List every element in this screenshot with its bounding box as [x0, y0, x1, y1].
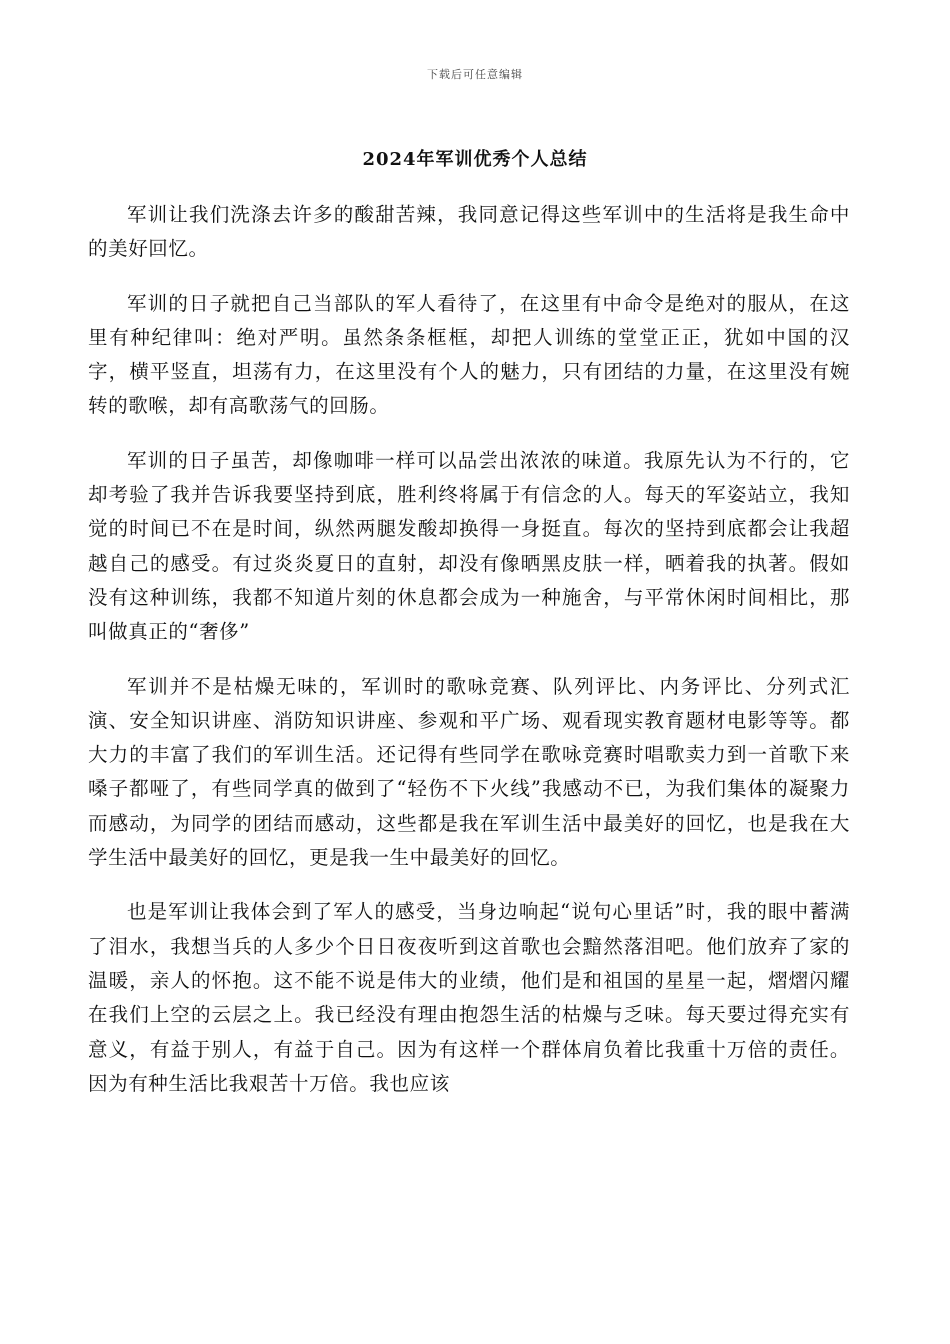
paragraph-5: 也是军训让我体会到了军人的感受，当身边响起“说句心里话”时，我的眼中蓄满了泪水，我想当兵的人多少个日日夜夜听到这首歌也会黯然落泪吧。他们放弃了家的温暖，亲人的怀抱。这不能不说是伟大的业绩，他们是和祖国的星星一起，熠熠闪耀在我们上空的云层之上。我已经没有理由抱怨生活的枯燥与乏味。每天要过得充实有意义，有益于别人，有益于自己。因为有这样一个群体肩负着比我重十万倍的责任。因为有种生活比我艰苦十万倍。我也应该 [88, 900, 850, 1095]
header-note: 下载后可任意编辑 [427, 68, 523, 81]
paragraph-2: 军训的日子就把自己当部队的军人看待了，在这里有中命令是绝对的服从，在这里有种纪律叫：绝对严明。虽然条条框框，却把人训练的堂堂正正，犹如中国的汉字，横平竖直，坦荡有力，在这里没有个人的魅力，只有团结的力量，在这里没有婉转的歌喉，却有高歌荡气的回肠。 [88, 291, 850, 418]
document-title: 2024年军训优秀个人总结 [362, 149, 588, 170]
paragraph-3: 军训的日子虽苦，却像咖啡一样可以品尝出浓浓的味道。我原先认为不行的，它却考验了我并告诉我要坚持到底，胜利终将属于有信念的人。每天的军姿站立，我知觉的时间已不在是时间，纵然两腿发酸却换得一身挺直。每次的坚持到底都会让我超越自己的感受。有过炎炎夏日的直射，却没有像晒黑皮肤一样，晒着我的执著。假如没有这种训练，我都不知道片刻的休息都会成为一种施舍，与平常休闲时间相比，那叫做真正的“奢侈” [88, 448, 850, 644]
paragraph-4: 军训并不是枯燥无味的，军训时的歌咏竞赛、队列评比、内务评比、分列式汇演、安全知识讲座、消防知识讲座、参观和平广场、观看现实教育题材电影等等。都大力的丰富了我们的军训生活。还记得有些同学在歌咏竞赛时唱歌卖力到一首歌下来嗓子都哑了，有些同学真的做到了“轻伤不下火线”我感动不已，为我们集体的凝聚力而感动，为同学的团结而感动，这些都是我在军训生活中最美好的回忆，也是我在大学生活中最美好的回忆，更是我一生中最美好的回忆。 [88, 674, 850, 870]
document-body [88, 198, 850, 1121]
paragraph-1: 军训让我们洗涤去许多的酸甜苦辣，我同意记得这些军训中的生活将是我生命中的美好回忆。 [88, 203, 850, 261]
